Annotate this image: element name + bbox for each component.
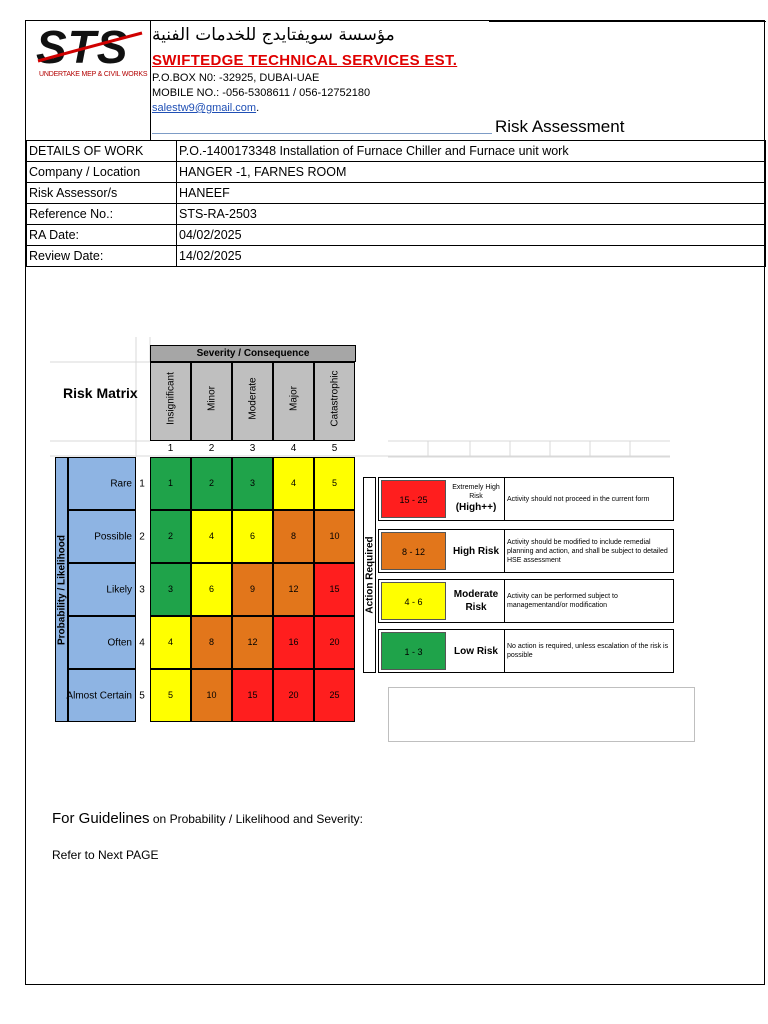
matrix-cell: 4 [191, 510, 232, 563]
risk-action-description: Activity should be modified to include remedial planning and action, and shall be subject to detailed HSE assessment [507, 538, 668, 564]
matrix-cell: 4 [273, 457, 314, 510]
likelihood-level: Likely [68, 563, 136, 616]
details-value: 14/02/2025 [177, 246, 766, 267]
risk-level-label: Extremely High Risk (High++) [448, 478, 505, 520]
probability-axis-label: Probability / Likelihood [55, 457, 68, 722]
matrix-cell: 3 [232, 457, 273, 510]
matrix-cell: 9 [232, 563, 273, 616]
risk-level-label: Moderate Risk [448, 580, 505, 622]
action-level-row [378, 579, 674, 623]
details-value: 04/02/2025 [177, 225, 766, 246]
email-link[interactable]: salestw9@gmail.com [152, 102, 257, 114]
matrix-cell: 3 [150, 563, 191, 616]
details-label: Company / Location [27, 162, 177, 183]
matrix-cell: 20 [314, 616, 355, 669]
logo-tagline: UNDERTAKE MEP & CIVIL WORKS [39, 71, 148, 78]
details-label: Risk Assessor/s [27, 183, 177, 204]
matrix-cell: 16 [273, 616, 314, 669]
matrix-cell: 8 [273, 510, 314, 563]
details-label: Reference No.: [27, 204, 177, 225]
risk-action-description: Activity should not proceed in the current form [507, 495, 650, 503]
arabic-company-name: مؤسسة سويفتايدج للخدمات الفنية [152, 25, 395, 45]
likelihood-level: Often [68, 616, 136, 669]
risk-range-swatch: 4 - 6 [381, 582, 446, 620]
matrix-cell: 10 [191, 669, 232, 722]
risk-action-description: No action is required, unless escalation of the risk is possible [507, 643, 669, 659]
matrix-cell: 6 [191, 563, 232, 616]
matrix-cell: 12 [273, 563, 314, 616]
matrix-cell: 15 [314, 563, 355, 616]
severity-level-minor: Minor [191, 362, 232, 441]
details-row [27, 183, 766, 204]
action-level-row [378, 629, 674, 673]
risk-level-label: Low Risk [448, 630, 505, 672]
guidelines-heading: For Guidelines on Probability / Likelihood and Severity: [52, 810, 364, 827]
details-row [27, 246, 766, 267]
severity-level-moderate: Moderate [232, 362, 273, 441]
details-value: HANGER -1, FARNES ROOM [177, 162, 766, 183]
severity-number: 4 [290, 443, 297, 454]
details-value: HANEEF [177, 183, 766, 204]
risk-assessment-page [25, 20, 765, 985]
action-level-row [378, 477, 674, 521]
likelihood-number: 4 [139, 637, 145, 648]
details-label: DETAILS OF WORK [27, 141, 177, 162]
likelihood-level: Possible [68, 510, 136, 563]
risk-level-label: High Risk [448, 530, 505, 572]
svg-text:STS: STS [36, 23, 129, 69]
risk-matrix-figure [50, 337, 670, 721]
matrix-cell: 12 [232, 616, 273, 669]
details-row [27, 162, 766, 183]
severity-level-catastrophic: Catastrophic [314, 362, 355, 441]
risk-range-swatch: 8 - 12 [381, 532, 446, 570]
matrix-cell: 4 [150, 616, 191, 669]
matrix-cell: 15 [232, 669, 273, 722]
matrix-cell: 25 [314, 669, 355, 722]
risk-range-swatch: 1 - 3 [381, 632, 446, 670]
risk-matrix-title: Risk Matrix [63, 385, 138, 401]
details-label: RA Date: [27, 225, 177, 246]
details-value: STS-RA-2503 [177, 204, 766, 225]
company-address: P.O.BOX N0: -32925, DUBAI-UAE MOBILE NO.: -056-5308611 / 056-12752180 salestw9@gmail.com. [152, 72, 371, 114]
likelihood-level: Almost Certain [68, 669, 136, 722]
likelihood-level: Rare [68, 457, 136, 510]
details-row [27, 141, 766, 162]
details-label: Review Date: [27, 246, 177, 267]
matrix-cell: 5 [314, 457, 355, 510]
document-title: Risk Assessment [495, 117, 625, 136]
matrix-cell: 1 [150, 457, 191, 510]
matrix-cell: 10 [314, 510, 355, 563]
matrix-cell: 8 [191, 616, 232, 669]
company-logo [34, 23, 146, 83]
severity-number: 2 [208, 443, 215, 454]
details-row [27, 225, 766, 246]
likelihood-number: 3 [139, 584, 145, 595]
likelihood-number: 2 [139, 531, 145, 542]
header-divider [150, 21, 151, 141]
matrix-cell: 2 [191, 457, 232, 510]
matrix-cell: 5 [150, 669, 191, 722]
action-required-label: Action Required [363, 477, 376, 673]
letterhead [26, 21, 766, 141]
severity-level-major: Major [273, 362, 314, 441]
severity-header: Severity / Consequence [150, 345, 356, 362]
empty-legend-box [388, 687, 695, 742]
details-value: P.O.-1400173348 Installation of Furnace Chiller and Furnace unit work [177, 141, 766, 162]
likelihood-number: 5 [139, 690, 145, 701]
refer-next-page: Refer to Next PAGE [52, 848, 159, 862]
severity-number: 3 [249, 443, 256, 454]
work-details-table [26, 140, 766, 267]
likelihood-number: 1 [139, 478, 145, 489]
severity-number: 5 [331, 443, 338, 454]
po-box: P.O.BOX N0: -32925, DUBAI-UAE [152, 72, 320, 84]
company-name: SWIFTEDGE TECHNICAL SERVICES EST. [152, 52, 458, 69]
matrix-cell: 2 [150, 510, 191, 563]
details-row [27, 204, 766, 225]
matrix-cell: 20 [273, 669, 314, 722]
mobile-numbers: MOBILE NO.: -056-5308611 / 056-12752180 [152, 87, 371, 99]
risk-range-swatch: 15 - 25 [381, 480, 446, 518]
matrix-cell: 6 [232, 510, 273, 563]
header-top-rule [489, 21, 766, 22]
address-underline [152, 133, 492, 134]
severity-level-insignificant: Insignificant [150, 362, 191, 441]
severity-number: 1 [167, 443, 174, 454]
action-level-row [378, 529, 674, 573]
risk-action-description: Activity can be performed subject to managementand/or modification [507, 593, 618, 609]
